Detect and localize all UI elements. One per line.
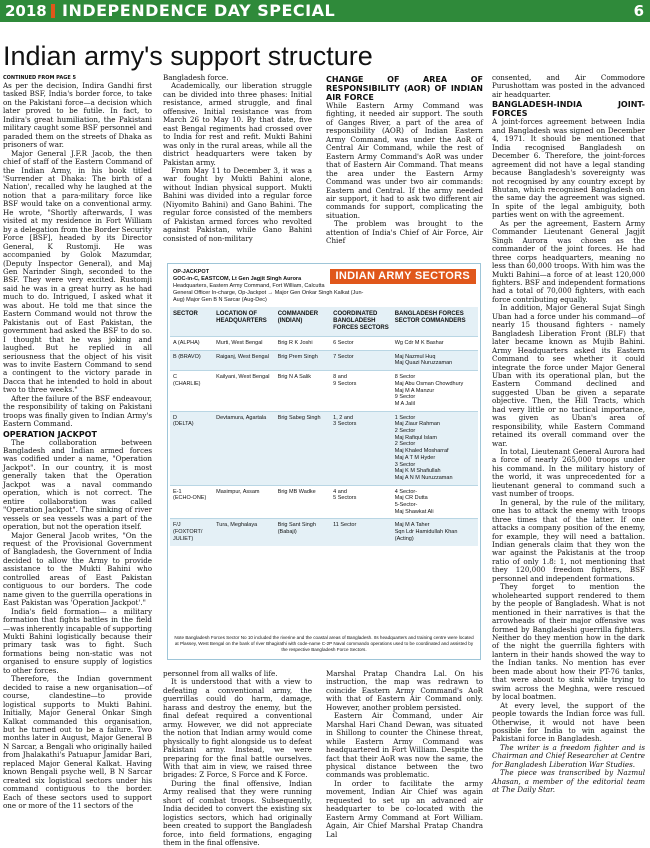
column-header: BANGLADESH FORCES SECTOR COMMANDERS: [392, 307, 478, 337]
subheading: CHANGE OF AREA OF RESPONSIBILITY (AOR) OF INDIAN AIR FORCE: [326, 75, 483, 102]
paragraph: Marshal Pratap Chandra Lal. On his instruction, the map was redrawn to coincide Eastern Army Command's AoR with that of Eastern Air Command only. However, another problem persisted.: [326, 669, 483, 712]
author-bio: The writer is a freedom fighter and is Chairman and Chief Researcher at Centre for Bangladesh Liberation War Studies.: [492, 742, 645, 769]
table-cell: 1 Sector Maj Ziaur Rahman 2 Sector Maj Rafiqul Islam 2 Sector Maj Khaled Mosharraf Maj A T M Hyder 3 Sector Maj K M Shafiullah Maj A N M Nuruzzaman: [392, 411, 478, 485]
article-headline: Indian army's support structure: [3, 41, 373, 71]
subheading: OPERATION JACKPOT: [3, 429, 97, 439]
paragraph: consented, and Air Commodore Purushottam was posted in the advanced air headquarter.: [492, 73, 645, 99]
paragraph: They forget to mention the wholehearted support rendered to them by the people of Bangladesh. What is not mentioned in their narratives is that the arrowheads of their major offensive was formed by Bangladeshi guerrilla fighters. Neither do they mention how in the dark of the night the guerrilla fighters with lantern in their hands showed the way to the Indian tanks. No mention has ever been made about how their PT-76 tanks, that were about to sink while trying to swim across the Meghna, were rescued by local boatmen.: [492, 582, 645, 702]
paragraph: India's field formation— a military formation that fights battles in the field—was inherently incapable of supporting Mukti Bahini logistically because their primary task was to fight. Such formations being non-static was not organised to ensure supply of logistics to other forces.: [3, 606, 152, 675]
paragraph: In order to facilitate the army movement, Indian Air Chief was again requested to set up an advanced air headquarter to be co-located with the Eastern Army Command at Fort William. Again, Air Chief Marshal Pratap Chandra Lal: [326, 778, 483, 839]
paragraph: Therefore, the Indian government decided to raise a new organisation—of course, clandestine—to provide logistical supports to Mukti Bahini. Initially, Major General Onkar Singh Kalkat commanded this organisation, but he turned out to be a failure. Two months later in August, Major General B N Sarcar, a Bengali who originally hailed from Jhalakathi's Patuapur Jamidar Bari, replaced Major General Kalkat. Having known Bengali psyche well, B N Sarcar created six logistical sectors under his command contiguous to the border. Each of these sectors used to support one or more of the 11 sectors of the: [3, 674, 152, 811]
paragraph: At every level, the support of the people towards the Indian force was full. Otherwise, it would not have been possible for India to win against the Pakistani force in Bangladesh.: [492, 700, 645, 744]
banner-title: INDEPENDENCE DAY SPECIAL: [62, 1, 336, 20]
article-column-1: [3, 74, 152, 811]
subheading: BANGLADESH-INDIA JOINT-FORCES: [492, 100, 645, 119]
section-banner: [0, 0, 650, 22]
paragraph: In total, Lieutenant General Aurora had a force of nearly 265,000 troops under his command. In the military history of the world, it was unprecedented for a lieutenant general to command such a vast number of troops.: [492, 447, 645, 499]
article-column-3: [326, 74, 483, 246]
paragraph: Bangladesh force.: [163, 73, 229, 82]
table-cell: F/J (FOXTORT/ JULIET): [170, 519, 213, 546]
table-cell: Kailyani, West Bengal: [213, 371, 275, 412]
paragraph: While Eastern Army Command was fighting, it needed air support. The south of Ganges River, a part of the area of responsibility (AOR) of Indian Eastern Army Command, was under the AoR of Central Air Command, while the rest of Eastern Army Command's AoR was under that of Eastern Air Command. That means the area under the Eastern Army Command was under two air commands: Eastern and Central. If the army needed air support, it had to ask two different air commands for support, complicating the situation.: [326, 101, 483, 220]
table-cell: A (ALPHA): [170, 337, 213, 351]
paragraph: A joint-forces agreement between India and Bangladesh was signed on December 4, 1971. It should be mentioned that India recognised Bangladesh on December 6. Therefore, the joint-forces agreement did not have a legal standing because Bangladesh's sovereignty was not recognised by any country except by Bhutan, which recognised Bangladesh on the same day the agreement was signed. In spite of the legal ambiguity, both parties went on with the agreement.: [492, 117, 645, 220]
table-row: [170, 350, 478, 370]
paragraph: Major General Jacob writes, "On the request of the Provisional Government of Bangladesh, the Government of India decided to allow the Army to provide assistance to the Mukti Bahini who controlled areas of East Pakistan contiguous to our borders. The code name given to the guerrilla operations in East Pakistan was 'Operation Jackpot'.": [3, 530, 152, 608]
paragraph: During the final offensive, Indian Army realised that they were running short of combat troops. Subsequently, India decided to convert the existing six logistics sectors, which had originally been created to support the Bangladesh force, into field formations, engaging them in the final offensive.: [163, 778, 312, 848]
table-cell: B (BRAVO): [170, 350, 213, 370]
table-row: [170, 519, 478, 546]
table-cell: Wg Cdr M K Bashar: [392, 337, 478, 351]
table-cell: Brig Sant Singh (Babaji): [275, 519, 330, 546]
table-cell: 6 Sector: [330, 337, 392, 351]
table-cell: Brig MB Wadke: [275, 485, 330, 519]
article-column-6: [326, 670, 483, 839]
article-column-4: [492, 74, 645, 795]
page-number: 6: [633, 2, 644, 20]
paragraph: The problem was brought to the attention of India's Chief of Air Force, Air Chief: [326, 219, 483, 246]
op-line: General Officer In-charge, Op-Jackpot → Major Gen Onkar Singh Kalkat (Jun-Aug) Major Gen B N Sarcar (Aug-Dec): [173, 290, 364, 303]
op-title: OP-JACKPOT: [173, 269, 210, 275]
table-cell: Murti, West Bengal: [213, 337, 275, 351]
table-cell: Raiganj, West Bengal: [213, 350, 275, 370]
table-row: [170, 485, 478, 519]
sectors-table: [170, 307, 478, 546]
article-column-2: [163, 74, 312, 243]
column-header: SECTOR: [170, 307, 213, 337]
table-cell: Maj Nazmul Huq Maj Quazi Nuruzzaman: [392, 350, 478, 370]
paragraph: In addition, Major General Sujat Singh Uban had a force under his command—of nearly 15 thousand fighters - namely Bangladesh Liberation Front (BLF) that later became known as Mujib Bahini. Army Headquarters asked its Eastern Command to see whether it could integrate the force under Major General Uban with its operational plan, but the Eastern Command declined and suggested Uban be given a separate objective. Then, the Hill Tracts, which had very little or no tactical importance, was given as Uban's area of responsibility, while Eastern Command retained its overall command over the war.: [492, 303, 645, 448]
table-header-row: [170, 307, 478, 337]
table-row: [170, 337, 478, 351]
table-body: [170, 337, 478, 546]
paragraph: It is understood that with a view to defeating a conventional army, the guerrillas could do harm, damage, harass and destroy the enemy, but the final defeat required a conventional army. However, we did not appreciate the notion that Indian army would come physically to fight alongside us to defeat Pakistani army. Instead, we were preparing for the final battle ourselves. With that aim in view, we raised three brigades: Z Force, S Force and K Force.: [163, 677, 312, 780]
table-row: [170, 411, 478, 485]
table-cell: Devtamura, Agartala: [213, 411, 275, 485]
paragraph: As per the agreement, Eastern Army Commander Lieutenant General Jagjit Singh Aurora was chosen as the commander of the joint forces. He had three corps headquarters, meaning no less than 60,000 troops. With him was the Mukti Bahini—a force of at least 120,000 fighters. BSF and independent formations had a total of 70,000 fighters, with each force contributing equally.: [492, 218, 645, 304]
paragraph: Eastern Air Command, under Air Marshal Hari Chand Dewan, was situated in Shillong to counter the Chinese threat, while Eastern Army Command was headquartered in Fort William. Despite the fact that their AoR was now the same, the physical distance between the two commands was problematic.: [326, 711, 483, 780]
transcriber-note: The piece was transcribed by Nazmul Ahasan, a member of the editorial team at The Daily Star.: [492, 768, 645, 795]
article-column-5: [163, 670, 312, 848]
paragraph: Academically, our liberation struggle can be divided into three phases: Initial resistance, armed struggle, and final offensive. Initial resistance was from March 26 to May 10. By that date, five east Bengal regiments had crossed over to India for rest and refit. Mukti Bahini was only in the rural areas, while all the district headquarters were taken by Pakistan army.: [163, 81, 312, 167]
op-line: GOC-in-C, EASTCOM, Lt Gen Jagjit Singh Aurora: [173, 276, 302, 282]
table-cell: 8 and 9 Sectors: [330, 371, 392, 412]
column-header: COMMANDER (INDIAN): [275, 307, 330, 337]
table-cell: 4 and 5 Sectors: [330, 485, 392, 519]
table-cell: 7 Sector: [330, 350, 392, 370]
table-cell: Masimpur, Assam: [213, 485, 275, 519]
banner-divider: [51, 4, 55, 18]
table-cell: E-1 (ECHO-ONE): [170, 485, 213, 519]
continued-label: CONTINUED FROM PAGE 5: [3, 75, 76, 81]
paragraph: After the failure of the BSF endeavour, the responsibility of taking on Pakistani troops was finally given to Indian Army's Eastern Command.: [3, 393, 152, 429]
table-cell: 4 Sector- Maj CR Dutta 5-Sector- Maj Shawkat Ali: [392, 485, 478, 519]
table-cell: Brig Prem Singh: [275, 350, 330, 370]
table-cell: D (DELTA): [170, 411, 213, 485]
table-cell: Brig N A Salik: [275, 371, 330, 412]
table-cell: Maj M A Taher Sqn Ldr Hamidullah Khan (Acting): [392, 519, 478, 546]
army-sectors-infobox: [167, 263, 481, 660]
paragraph: As per the decision, Indira Gandhi first tasked BSF, India's border force, to take on the Pakistani force—a decision which later proved to be futile. In fact, to Indira's great humiliation, the Pakistani military caught some BSF personnel and paraded them on the streets of Dhaka as prisoners of war.: [3, 81, 152, 150]
table-footnote: Note Bangladesh Forces Sector No 10 included the riverine and the coastal areas of Bangladesh. Its headquarters and training centre were located at Plassey, West Bengal on the bank of river Bhagirathi with code-name C-2P Naval commando operations used to be coordinated and assisted by the respective Bangladesh Force Sectors.: [174, 635, 474, 652]
paragraph: In general, by the rule of the military, one has to attack the enemy with troops three times that of the latter. If one attacks a company position of the enemy, for example, they will need a battalion. Indian generals claim that they won the war against the Pakistanis at the troop ratio of only 1.8: 1, not mentioning that they 120,000 freedom fighters, BSF personnel and independent formations.: [492, 497, 645, 583]
sectors-tag: INDIAN ARMY SECTORS: [330, 269, 476, 284]
table-row: [170, 371, 478, 412]
paragraph: From May 11 to December 3, it was a war fought by Mukti Bahini alone, without Indian physical support. Mukti Bahini was divided into a regular force (Niyomito Bahini) and Gano Bahini. The regular force consisted of the members of Pakistan armed forces who revolted against Pakistan, while Gano Bahini consisted of non-military: [163, 165, 312, 243]
table-cell: 11 Sector: [330, 519, 392, 546]
paragraph: The collaboration between Bangladesh and Indian armed forces was codified under a name, "Operation Jackpot". In our country, it is most generally taken that the Operation Jackpot was a naval commando operation, which is not correct. The entire collaboration was called "Operation Jackpot". The sinking of river vessels or sea vessels was a part of the operation, but not the operation itself.: [3, 437, 152, 532]
table-cell: 8 Sector Maj Abu Osman Chowdhury Maj M A Manzur 9 Sector M A Jalil: [392, 371, 478, 412]
op-line: Headquarters, Eastern Army Command, Fort William, Calcutta: [173, 283, 325, 289]
table-cell: C (CHARLIE): [170, 371, 213, 412]
table-cell: Brig R K Joshi: [275, 337, 330, 351]
table-cell: 1, 2 and 3 Sectors: [330, 411, 392, 485]
table-cell: Tura, Meghalaya: [213, 519, 275, 546]
column-header: COORDINATED BANGLADESH FORCES SECTORS: [330, 307, 392, 337]
paragraph: personnel from all walks of life.: [163, 669, 278, 678]
column-header: LOCATION OF HEADQUARTERS: [213, 307, 275, 337]
table-cell: Brig Sabeg Singh: [275, 411, 330, 485]
paragraph: Major General J.F.R Jacob, the then chief of staff of the Eastern Command of the Indian Army, in his book titled 'Surrender at Dhaka: The birth of a Nation', recalled why he laughed at the notion that a para-military force like BSF would take on a conventional army. He wrote, "Shortly afterwards, I was visited at my residence in Fort William by a delegation from the Border Security Force [BSF], headed by its Director General, K Rustomji. He was accompanied by Golok Mazumdar, (Deputy Inspector General), and Maj Gen Narinder Singh, seconded to the BSF. They were very excited. Rustomji said he was in a great hurry as he had much to do. Intrigued, I asked what it was about. He told me that since the Eastern Command would not throw the Pakistanis out of East Pakistan, the government had asked the BSF to do so. I thought that he was joking and laughed. But he replied in all seriousness that the object of his visit was to invite Eastern Command to send a contingent to the victory parade in Dacca that he intended to hold in about two to three weeks.": [3, 148, 152, 395]
banner-year: 2018: [5, 2, 47, 20]
